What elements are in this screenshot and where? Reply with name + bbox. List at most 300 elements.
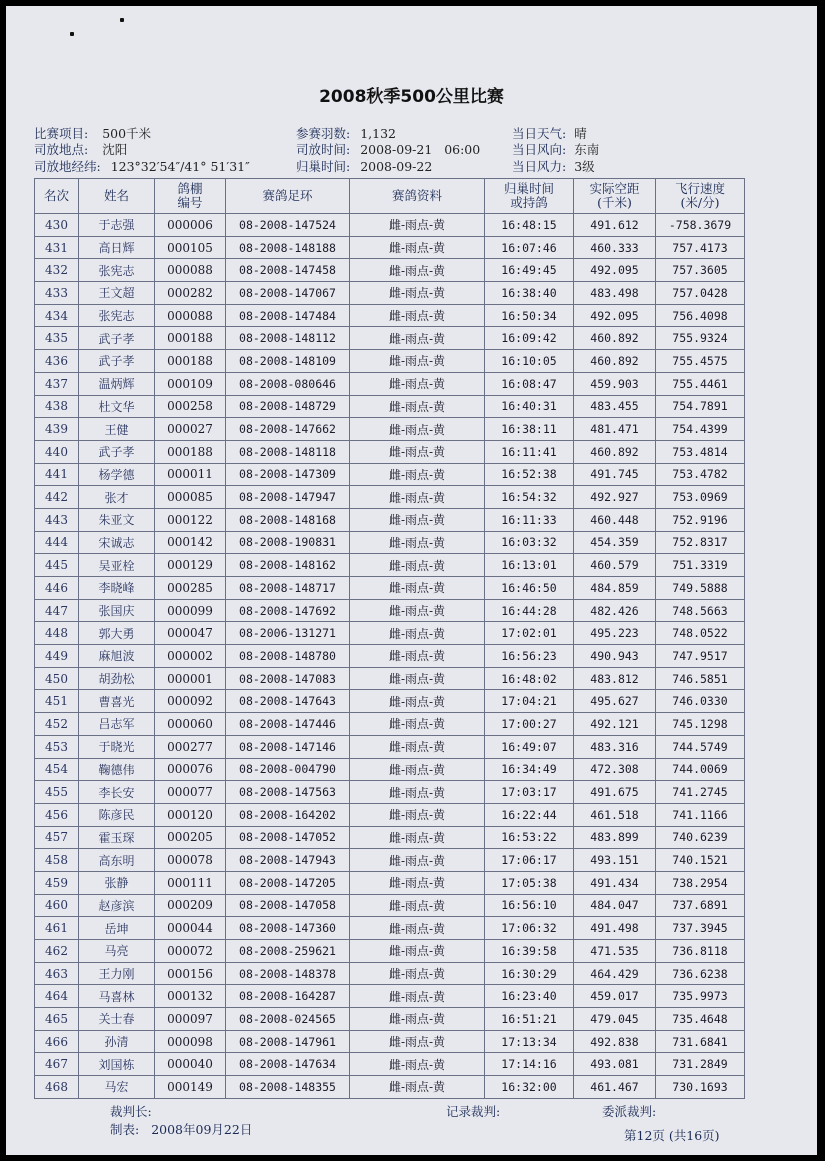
cell-loft-id: 000188 (155, 327, 226, 350)
cell-return-time: 16:49:45 (485, 259, 574, 282)
table-row (35, 531, 745, 554)
cell-info: 雌-雨点-黄 (350, 735, 485, 758)
cell-rank: 465 (35, 1008, 79, 1031)
cell-distance: 482.426 (574, 599, 656, 622)
cell-return-time: 16:10:05 (485, 350, 574, 373)
table-row (35, 826, 745, 849)
cell-ring: 08-2008-147943 (226, 849, 350, 872)
cell-name: 曹喜光 (79, 690, 155, 713)
cell-return-time: 16:03:32 (485, 531, 574, 554)
cell-name: 郭大勇 (79, 622, 155, 645)
wind-dir-meta (512, 140, 599, 158)
cell-return-time: 16:09:42 (485, 327, 574, 350)
count-label: 参赛羽数: (296, 126, 351, 141)
cell-ring: 08-2008-147524 (226, 214, 350, 237)
cell-rank: 432 (35, 259, 79, 282)
cell-distance: 483.455 (574, 395, 656, 418)
cell-speed: 736.8118 (656, 940, 745, 963)
table-row (35, 803, 745, 826)
wind-force-value: 3级 (574, 159, 595, 174)
cell-loft-id: 000092 (155, 690, 226, 713)
col-header-time-line2: 或持鸽 (510, 195, 548, 210)
cell-info: 雌-雨点-黄 (350, 486, 485, 509)
col-header-loft-line2: 编号 (177, 195, 203, 210)
cell-ring: 08-2008-004790 (226, 758, 350, 781)
release-time-meta (296, 140, 480, 158)
cell-speed: 740.1521 (656, 849, 745, 872)
coords-meta (34, 157, 250, 175)
cell-ring: 08-2008-147058 (226, 894, 350, 917)
cell-speed: 746.5851 (656, 667, 745, 690)
col-header-speed (656, 179, 745, 214)
cell-ring: 08-2008-147692 (226, 599, 350, 622)
release-place-meta (34, 140, 127, 158)
cell-loft-id: 000044 (155, 917, 226, 940)
table-row (35, 781, 745, 804)
cell-loft-id: 000047 (155, 622, 226, 645)
cell-name: 高东明 (79, 849, 155, 872)
cell-info: 雌-雨点-黄 (350, 350, 485, 373)
cell-rank: 468 (35, 1076, 79, 1099)
cell-return-time: 17:14:16 (485, 1053, 574, 1076)
return-time-meta (296, 157, 432, 175)
cell-info: 雌-雨点-黄 (350, 690, 485, 713)
return-time-value: 2008-09-22 (360, 159, 433, 174)
cell-speed: 756.4098 (656, 304, 745, 327)
cell-rank: 440 (35, 440, 79, 463)
table-row (35, 463, 745, 486)
cell-loft-id: 000285 (155, 577, 226, 600)
cell-loft-id: 000156 (155, 962, 226, 985)
cell-ring: 08-2008-148355 (226, 1076, 350, 1099)
cell-distance: 459.903 (574, 372, 656, 395)
cell-ring: 08-2008-148188 (226, 236, 350, 259)
cell-return-time: 16:54:32 (485, 486, 574, 509)
cell-return-time: 17:04:21 (485, 690, 574, 713)
cell-distance: 483.812 (574, 667, 656, 690)
cell-ring: 08-2008-147067 (226, 282, 350, 305)
cell-name: 霍玉琛 (79, 826, 155, 849)
cell-loft-id: 000120 (155, 803, 226, 826)
release-time-value: 2008-09-21 06:00 (360, 142, 481, 157)
cell-name: 孙清 (79, 1030, 155, 1053)
col-header-distance (574, 179, 656, 214)
cell-speed: 745.1298 (656, 713, 745, 736)
event-label: 比赛项目: (34, 126, 89, 141)
cell-distance: 492.838 (574, 1030, 656, 1053)
cell-speed: 735.4648 (656, 1008, 745, 1031)
weather-value: 晴 (574, 126, 587, 141)
cell-speed: 746.0330 (656, 690, 745, 713)
cell-loft-id: 000011 (155, 463, 226, 486)
cell-info: 雌-雨点-黄 (350, 236, 485, 259)
cell-info: 雌-雨点-黄 (350, 871, 485, 894)
cell-return-time: 16:49:07 (485, 735, 574, 758)
table-row (35, 577, 745, 600)
table-row (35, 940, 745, 963)
cell-ring: 08-2008-147205 (226, 871, 350, 894)
cell-info: 雌-雨点-黄 (350, 826, 485, 849)
cell-name: 胡劲松 (79, 667, 155, 690)
col-header-distance-line2: (千米) (597, 195, 632, 210)
cell-ring: 08-2008-164287 (226, 985, 350, 1008)
table-row (35, 758, 745, 781)
cell-info: 雌-雨点-黄 (350, 1053, 485, 1076)
cell-distance: 492.095 (574, 304, 656, 327)
cell-return-time: 17:06:17 (485, 849, 574, 872)
cell-return-time: 17:06:32 (485, 917, 574, 940)
table-row (35, 713, 745, 736)
table-row (35, 350, 745, 373)
table-row (35, 508, 745, 531)
cell-name: 鞠德伟 (79, 758, 155, 781)
cell-info: 雌-雨点-黄 (350, 418, 485, 441)
cell-return-time: 16:50:34 (485, 304, 574, 327)
col-header-speed-line1: 飞行速度 (674, 181, 725, 196)
cell-rank: 457 (35, 826, 79, 849)
cell-distance: 492.095 (574, 259, 656, 282)
cell-distance: 460.579 (574, 554, 656, 577)
cell-speed: 755.4461 (656, 372, 745, 395)
table-row (35, 667, 745, 690)
cell-speed: 741.2745 (656, 781, 745, 804)
cell-ring: 08-2008-148717 (226, 577, 350, 600)
delegated-judge-label: 委派裁判: (602, 1104, 657, 1119)
cell-loft-id: 000209 (155, 894, 226, 917)
cell-loft-id: 000111 (155, 871, 226, 894)
recorder-label: 记录裁判: (446, 1104, 501, 1119)
col-header-time-line1: 归巢时间 (503, 181, 554, 196)
release-place-value: 沈阳 (102, 142, 128, 157)
cell-return-time: 16:11:41 (485, 440, 574, 463)
table-row (35, 917, 745, 940)
cell-name: 关士春 (79, 1008, 155, 1031)
cell-name: 王力刚 (79, 962, 155, 985)
cell-ring: 08-2008-147484 (226, 304, 350, 327)
cell-name: 朱亚文 (79, 508, 155, 531)
wind-force-label: 当日风力: (512, 159, 567, 174)
document-page (6, 6, 817, 1155)
cell-rank: 431 (35, 236, 79, 259)
cell-rank: 438 (35, 395, 79, 418)
cell-return-time: 16:13:01 (485, 554, 574, 577)
cell-ring: 08-2008-148378 (226, 962, 350, 985)
cell-name: 马喜林 (79, 985, 155, 1008)
cell-speed: 735.9973 (656, 985, 745, 1008)
cell-ring: 08-2008-024565 (226, 1008, 350, 1031)
cell-return-time: 16:52:38 (485, 463, 574, 486)
cell-rank: 455 (35, 781, 79, 804)
cell-distance: 461.518 (574, 803, 656, 826)
cell-distance: 483.899 (574, 826, 656, 849)
cell-speed: 731.2849 (656, 1053, 745, 1076)
cell-ring: 08-2008-147947 (226, 486, 350, 509)
cell-loft-id: 000088 (155, 259, 226, 282)
cell-name: 王文超 (79, 282, 155, 305)
table-row (35, 327, 745, 350)
cell-name: 于志强 (79, 214, 155, 237)
cell-info: 雌-雨点-黄 (350, 1076, 485, 1099)
cell-speed: 738.2954 (656, 871, 745, 894)
cell-rank: 454 (35, 758, 79, 781)
cell-name: 麻旭波 (79, 645, 155, 668)
cell-loft-id: 000078 (155, 849, 226, 872)
table-row (35, 395, 745, 418)
cell-distance: 495.223 (574, 622, 656, 645)
cell-speed: 754.7891 (656, 395, 745, 418)
cell-loft-id: 000040 (155, 1053, 226, 1076)
cell-loft-id: 000006 (155, 214, 226, 237)
cell-speed: 751.3319 (656, 554, 745, 577)
table-row (35, 645, 745, 668)
page-title: 2008秋季500公里比赛 (319, 87, 504, 107)
cell-return-time: 16:22:44 (485, 803, 574, 826)
cell-return-time: 16:07:46 (485, 236, 574, 259)
cell-rank: 436 (35, 350, 79, 373)
cell-info: 雌-雨点-黄 (350, 395, 485, 418)
cell-speed: 740.6239 (656, 826, 745, 849)
cell-loft-id: 000077 (155, 781, 226, 804)
cell-distance: 492.121 (574, 713, 656, 736)
cell-rank: 444 (35, 531, 79, 554)
cell-return-time: 16:38:11 (485, 418, 574, 441)
table-row (35, 894, 745, 917)
cell-name: 张国庆 (79, 599, 155, 622)
cell-name: 武子孝 (79, 440, 155, 463)
cell-loft-id: 000099 (155, 599, 226, 622)
cell-rank: 467 (35, 1053, 79, 1076)
cell-name: 王健 (79, 418, 155, 441)
cell-return-time: 16:39:58 (485, 940, 574, 963)
cell-ring: 08-2008-148168 (226, 508, 350, 531)
cell-rank: 463 (35, 962, 79, 985)
cell-info: 雌-雨点-黄 (350, 940, 485, 963)
cell-loft-id: 000109 (155, 372, 226, 395)
cell-loft-id: 000149 (155, 1076, 226, 1099)
cell-speed: 747.9517 (656, 645, 745, 668)
cell-info: 雌-雨点-黄 (350, 1008, 485, 1031)
made-date: 2008年09月22日 (151, 1122, 253, 1137)
cell-ring: 08-2008-147052 (226, 826, 350, 849)
cell-return-time: 17:00:27 (485, 713, 574, 736)
cell-info: 雌-雨点-黄 (350, 622, 485, 645)
table-row (35, 962, 745, 985)
cell-name: 张宪志 (79, 304, 155, 327)
release-place-label: 司放地点: (34, 142, 89, 157)
coords-label: 司放地经纬: (34, 159, 101, 174)
cell-speed: 736.6238 (656, 962, 745, 985)
cell-info: 雌-雨点-黄 (350, 645, 485, 668)
page-number: 第12页 (共16页) (624, 1128, 720, 1143)
cell-loft-id: 000098 (155, 1030, 226, 1053)
cell-name: 宋诚志 (79, 531, 155, 554)
cell-ring: 08-2008-148112 (226, 327, 350, 350)
cell-return-time: 16:08:47 (485, 372, 574, 395)
cell-rank: 453 (35, 735, 79, 758)
cell-distance: 479.045 (574, 1008, 656, 1031)
cell-ring: 08-2008-147662 (226, 418, 350, 441)
cell-distance: 484.047 (574, 894, 656, 917)
cell-ring: 08-2008-148729 (226, 395, 350, 418)
cell-return-time: 16:44:28 (485, 599, 574, 622)
table-row (35, 735, 745, 758)
made-by-label: 制表: (110, 1122, 140, 1137)
cell-info: 雌-雨点-黄 (350, 713, 485, 736)
cell-distance: 491.675 (574, 781, 656, 804)
cell-info: 雌-雨点-黄 (350, 1030, 485, 1053)
table-row (35, 622, 745, 645)
cell-distance: 472.308 (574, 758, 656, 781)
cell-ring: 08-2008-147634 (226, 1053, 350, 1076)
table-row (35, 214, 745, 237)
cell-info: 雌-雨点-黄 (350, 985, 485, 1008)
cell-distance: 481.471 (574, 418, 656, 441)
cell-name: 马亮 (79, 940, 155, 963)
cell-speed: 754.4399 (656, 418, 745, 441)
cell-ring: 08-2006-131271 (226, 622, 350, 645)
cell-ring: 08-2008-080646 (226, 372, 350, 395)
cell-loft-id: 000282 (155, 282, 226, 305)
table-row (35, 690, 745, 713)
cell-rank: 449 (35, 645, 79, 668)
cell-return-time: 17:05:38 (485, 871, 574, 894)
cell-return-time: 16:38:40 (485, 282, 574, 305)
col-header-info: 赛鸽资料 (350, 179, 485, 214)
cell-loft-id: 000002 (155, 645, 226, 668)
cell-name: 温炳辉 (79, 372, 155, 395)
cell-info: 雌-雨点-黄 (350, 599, 485, 622)
cell-info: 雌-雨点-黄 (350, 577, 485, 600)
cell-speed: 753.4782 (656, 463, 745, 486)
cell-name: 杨学德 (79, 463, 155, 486)
cell-ring: 08-2008-148162 (226, 554, 350, 577)
cell-loft-id: 000122 (155, 508, 226, 531)
cell-speed: -758.3679 (656, 214, 745, 237)
cell-speed: 737.6891 (656, 894, 745, 917)
cell-rank: 443 (35, 508, 79, 531)
cell-ring: 08-2008-148780 (226, 645, 350, 668)
cell-name: 张宪志 (79, 259, 155, 282)
cell-rank: 450 (35, 667, 79, 690)
cell-speed: 737.3945 (656, 917, 745, 940)
cell-loft-id: 000188 (155, 440, 226, 463)
cell-name: 李晓峰 (79, 577, 155, 600)
cell-loft-id: 000001 (155, 667, 226, 690)
cell-ring: 08-2008-147961 (226, 1030, 350, 1053)
cell-loft-id: 000277 (155, 735, 226, 758)
cell-rank: 456 (35, 803, 79, 826)
cell-distance: 460.333 (574, 236, 656, 259)
cell-return-time: 16:40:31 (485, 395, 574, 418)
cell-name: 武子孝 (79, 350, 155, 373)
col-header-distance-line1: 实际空距 (589, 181, 640, 196)
cell-return-time: 17:03:17 (485, 781, 574, 804)
cell-speed: 757.4173 (656, 236, 745, 259)
cell-info: 雌-雨点-黄 (350, 327, 485, 350)
table-row (35, 304, 745, 327)
cell-distance: 454.359 (574, 531, 656, 554)
cell-info: 雌-雨点-黄 (350, 214, 485, 237)
cell-info: 雌-雨点-黄 (350, 849, 485, 872)
col-header-loft (155, 179, 226, 214)
cell-info: 雌-雨点-黄 (350, 781, 485, 804)
cell-info: 雌-雨点-黄 (350, 372, 485, 395)
cell-info: 雌-雨点-黄 (350, 531, 485, 554)
count-value: 1,132 (360, 126, 396, 141)
cell-name: 陈彦民 (79, 803, 155, 826)
cell-info: 雌-雨点-黄 (350, 667, 485, 690)
cell-return-time: 16:34:49 (485, 758, 574, 781)
cell-speed: 755.9324 (656, 327, 745, 350)
cell-rank: 458 (35, 849, 79, 872)
cell-loft-id: 000072 (155, 940, 226, 963)
cell-ring: 08-2008-147309 (226, 463, 350, 486)
cell-name: 杜文华 (79, 395, 155, 418)
cell-info: 雌-雨点-黄 (350, 508, 485, 531)
cell-loft-id: 000027 (155, 418, 226, 441)
cell-ring: 08-2008-148118 (226, 440, 350, 463)
cell-return-time: 17:13:34 (485, 1030, 574, 1053)
cell-info: 雌-雨点-黄 (350, 917, 485, 940)
cell-info: 雌-雨点-黄 (350, 554, 485, 577)
cell-return-time: 16:11:33 (485, 508, 574, 531)
cell-rank: 445 (35, 554, 79, 577)
cell-distance: 493.081 (574, 1053, 656, 1076)
cell-rank: 451 (35, 690, 79, 713)
cell-name: 岳坤 (79, 917, 155, 940)
cell-speed: 757.0428 (656, 282, 745, 305)
cell-distance: 493.151 (574, 849, 656, 872)
cell-ring: 08-2008-147146 (226, 735, 350, 758)
cell-speed: 744.5749 (656, 735, 745, 758)
cell-distance: 471.535 (574, 940, 656, 963)
cell-distance: 460.892 (574, 327, 656, 350)
cell-distance: 491.434 (574, 871, 656, 894)
cell-distance: 461.467 (574, 1076, 656, 1099)
cell-name: 马宏 (79, 1076, 155, 1099)
cell-name: 张静 (79, 871, 155, 894)
cell-info: 雌-雨点-黄 (350, 463, 485, 486)
cell-distance: 483.316 (574, 735, 656, 758)
cell-rank: 433 (35, 282, 79, 305)
wind-dir-label: 当日风向: (512, 142, 567, 157)
cell-distance: 490.943 (574, 645, 656, 668)
cell-return-time: 16:32:00 (485, 1076, 574, 1099)
cell-ring: 08-2008-147446 (226, 713, 350, 736)
cell-speed: 752.8317 (656, 531, 745, 554)
cell-distance: 460.892 (574, 350, 656, 373)
cell-name: 张才 (79, 486, 155, 509)
table-row (35, 440, 745, 463)
cell-return-time: 17:02:01 (485, 622, 574, 645)
cell-loft-id: 000088 (155, 304, 226, 327)
cell-speed: 753.0969 (656, 486, 745, 509)
cell-rank: 447 (35, 599, 79, 622)
cell-speed: 748.5663 (656, 599, 745, 622)
cell-speed: 749.5888 (656, 577, 745, 600)
table-row (35, 1008, 745, 1031)
col-header-rank: 名次 (35, 179, 79, 214)
table-row (35, 1076, 745, 1099)
cell-distance: 495.627 (574, 690, 656, 713)
cell-name: 吴亚栓 (79, 554, 155, 577)
cell-speed: 748.0522 (656, 622, 745, 645)
return-time-label: 归巢时间: (296, 159, 351, 174)
table-row (35, 871, 745, 894)
cell-rank: 460 (35, 894, 79, 917)
cell-rank: 441 (35, 463, 79, 486)
cell-rank: 452 (35, 713, 79, 736)
